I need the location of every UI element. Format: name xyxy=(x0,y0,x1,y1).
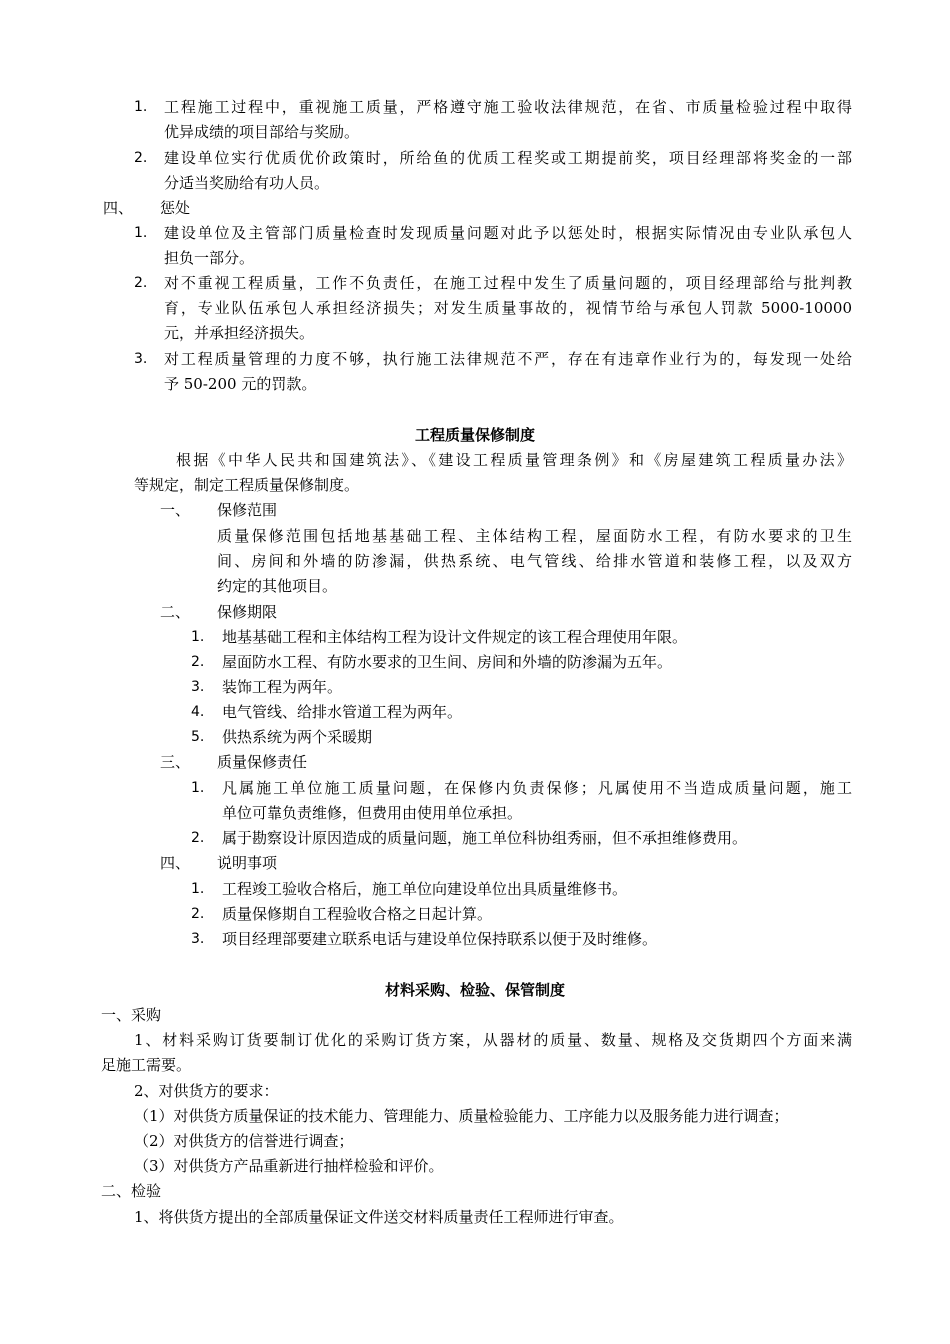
list-number: 2. xyxy=(191,830,205,846)
section-heading: 保修期限 xyxy=(217,603,278,621)
list-item-text: 工程施工过程中，重视施工质量，严格遵守施工验收法律规范，在省、市质量检验过程中取得 xyxy=(164,98,852,116)
list-number: 1. xyxy=(191,780,205,796)
paragraph-text: 根据《中华人民共和国建筑法》、《建设工程质量管理条例》和《房屋建筑工程质量办法》 xyxy=(176,451,852,469)
list-item-text: （2）对供货方的信誉进行调查； xyxy=(134,1132,354,1150)
section-marker: 二、 xyxy=(160,603,191,621)
list-number: 1. xyxy=(134,225,148,241)
list-item-text: 建设单位及主管部门质量检查时发现质量问题对此予以惩处时，根据实际情况由专业队承包人 xyxy=(164,224,852,242)
list-number: 1. xyxy=(191,881,205,897)
list-number: 2. xyxy=(191,654,205,670)
list-number: 2. xyxy=(191,906,205,922)
list-item-text: 屋面防水工程、有防水要求的卫生间、房间和外墙的防渗漏为五年。 xyxy=(222,653,673,671)
list-item-text: 凡属施工单位施工质量问题，在保修内负责保修；凡属使用不当造成质量问题，施工 xyxy=(222,779,852,797)
list-item-text: 质量保修期自工程验收合格之日起计算。 xyxy=(222,905,493,923)
list-item-text: 属于勘察设计原因造成的质量问题，施工单位科协组秀丽，但不承担维修费用。 xyxy=(222,829,748,847)
list-item-text: 供热系统为两个采暖期 xyxy=(222,728,373,746)
list-item-text: 建设单位实行优质优价政策时，所给鱼的优质工程奖或工期提前奖，项目经理部将奖金的一部 xyxy=(164,149,852,167)
list-number: 3. xyxy=(191,679,205,695)
section-heading: 说明事项 xyxy=(217,854,278,872)
paragraph-text: 足施工需要。 xyxy=(101,1056,192,1074)
list-item-text: 装饰工程为两年。 xyxy=(222,678,343,696)
section-marker: 一、 xyxy=(160,501,191,519)
list-number: 5. xyxy=(191,729,205,745)
section-heading: 惩处 xyxy=(160,199,191,217)
list-item-text: 优异成绩的项目部给与奖励。 xyxy=(164,123,360,141)
list-item-text: 予 50-200 元的罚款。 xyxy=(164,375,317,393)
list-number: 1. xyxy=(134,99,148,115)
list-item-text: 对不重视工程质量，工作不负责任，在施工过程中发生了质量问题的，项目经理部给与批判教 xyxy=(164,274,852,292)
section-marker: 四、 xyxy=(103,199,134,217)
list-item-text: 对工程质量管理的力度不够，执行施工法律规范不严，存在有违章作业行为的，每发现一处给 xyxy=(164,350,852,368)
list-item-text: 项目经理部要建立联系电话与建设单位保持联系以便于及时维修。 xyxy=(222,930,658,948)
list-item-text: 育，专业队伍承包人承担经济损失；对发生质量事故的，视情节给与承包人罚款 5000-10000 xyxy=(164,299,852,317)
section-heading: 保修范围 xyxy=(217,501,278,519)
list-number: 1. xyxy=(191,629,205,645)
section-heading: 二、检验 xyxy=(101,1182,162,1200)
list-item-text: 电气管线、给排水管道工程为两年。 xyxy=(222,703,463,721)
section-marker: 三、 xyxy=(160,753,191,771)
list-item-text: 元，并承担经济损失。 xyxy=(164,324,315,342)
list-item-text: 工程竣工验收合格后，施工单位向建设单位出具质量维修书。 xyxy=(222,880,628,898)
list-item-text: （1）对供货方质量保证的技术能力、管理能力、质量检验能力、工序能力以及服务能力进行调查； xyxy=(134,1107,789,1125)
list-number: 2. xyxy=(134,150,148,166)
paragraph-text: 间、房间和外墙的防渗漏，供热系统、电气管线、给排水管道和装修工程，以及双方 xyxy=(217,552,852,570)
paragraph-text: 1、材料采购订货要制订优化的采购订货方案，从器材的质量、数量、规格及交货期四个方面来满 xyxy=(134,1031,852,1049)
list-item-text: 分适当奖励给有功人员。 xyxy=(164,174,330,192)
list-item-text: 地基基础工程和主体结构工程为设计文件规定的该工程合理使用年限。 xyxy=(222,628,688,646)
list-item-text: （3）对供货方产品重新进行抽样检验和评价。 xyxy=(134,1157,444,1175)
section-title: 工程质量保修制度 xyxy=(414,426,535,444)
paragraph-text: 等规定，制定工程质量保修制度。 xyxy=(134,476,360,494)
section-heading: 一、采购 xyxy=(101,1006,162,1024)
paragraph-text: 约定的其他项目。 xyxy=(217,577,338,595)
list-number: 3. xyxy=(134,351,148,367)
paragraph-text: 质量保修范围包括地基基础工程、主体结构工程，屋面防水工程，有防水要求的卫生 xyxy=(217,527,852,545)
paragraph-text: 2、对供货方的要求： xyxy=(134,1082,279,1100)
list-number: 4. xyxy=(191,704,205,720)
list-item-text: 1、将供货方提出的全部质量保证文件送交材料质量责任工程师进行审查。 xyxy=(134,1208,624,1226)
list-number: 3. xyxy=(191,931,205,947)
list-item-text: 单位可靠负责维修，但费用由使用单位承担。 xyxy=(222,804,523,822)
section-marker: 四、 xyxy=(160,854,191,872)
list-item-text: 担负一部分。 xyxy=(164,249,255,267)
section-heading: 质量保修责任 xyxy=(217,753,308,771)
list-number: 2. xyxy=(134,275,148,291)
section-title: 材料采购、检验、保管制度 xyxy=(384,981,565,999)
